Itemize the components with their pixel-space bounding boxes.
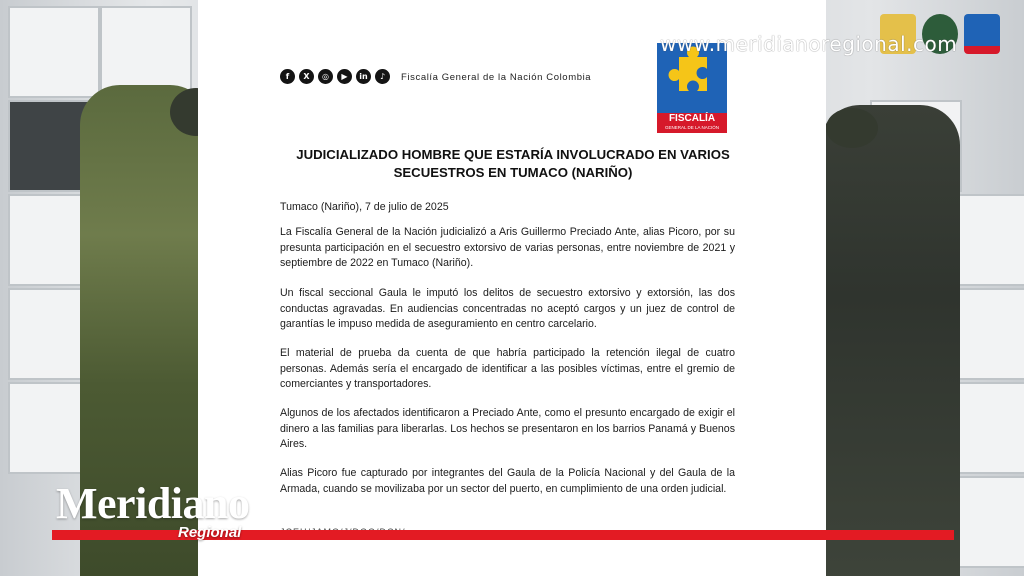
logo-subname: GENERAL DE LA NACIÓN [664,125,720,130]
meridiano-logo-subtitle: Regional [178,524,242,541]
soldier-figure-right [820,105,960,576]
social-icons-row [280,69,390,84]
article-paragraph: El material de prueba da cuenta de que habría participado la retención ilegal de cuatro personas. Además sería el encargado de identificar a las posibles víctimas, entre el gremio de comerciantes y transportadores. [280,347,735,391]
logo-name: FISCALÍA [668,113,716,124]
article-headline: JUDICIALIZADO HOMBRE QUE ESTARÍA INVOLUCRADO EN VARIOS SECUESTROS EN TUMACO (NARIÑO) [296,147,730,180]
article-paragraph: Algunos de los afectados identificaron a Preciado Ante, como el presunto encargado de exigir el dinero a las familias para liberarlas. Los hechos se presentaron en los barrios Panamá y Buenos Aires. [280,407,735,451]
linkedin-icon[interactable]: in [356,69,371,84]
article-paragraph: La Fiscalía General de la Nación judicializó a Aris Guillermo Preciado Ante, alias Picoro, por su presunta participación en el secuestro extorsivo de varias personas, entre noviembre de 2021 y septiembre de 2022 en Tumaco (Nariño). [280,226,735,270]
brand-text: Fiscalía General de la Nación Colombia [401,72,592,83]
banner-emblem [8,6,100,98]
article-paragraph: Un fiscal seccional Gaula le imputó los delitos de secuestro extorsivo y extorsión, las dos conductas agravadas. En audiencias concentradas no aceptó cargos y un juez de control de garantías le impuso medida de aseguramiento en centro carcelario. [280,287,735,331]
fiscalia-wordmark [657,113,727,133]
instagram-icon[interactable]: ◎ [318,69,333,84]
x-icon[interactable]: X [299,69,314,84]
fiscalia-small-logo [964,14,1000,54]
article-dateline: Tumaco (Nariño), 7 de julio de 2025 [280,201,449,213]
fiscalia-logo [657,43,727,133]
article-paragraph: Alias Picoro fue capturado por integrantes del Gaula de la Policía Nacional y del Gaula de la Armada, cuando se movilizaba por un sector del puerto, en cumplimiento de una orden judicial. [280,467,735,495]
tiktok-icon[interactable]: ♪ [375,69,390,84]
helmet [826,108,878,148]
facebook-icon[interactable]: f [280,69,295,84]
website-watermark: www.meridianoregional.com [660,32,958,56]
meridiano-logo-title: Meridiano [56,479,250,528]
youtube-icon[interactable]: ▶ [337,69,352,84]
